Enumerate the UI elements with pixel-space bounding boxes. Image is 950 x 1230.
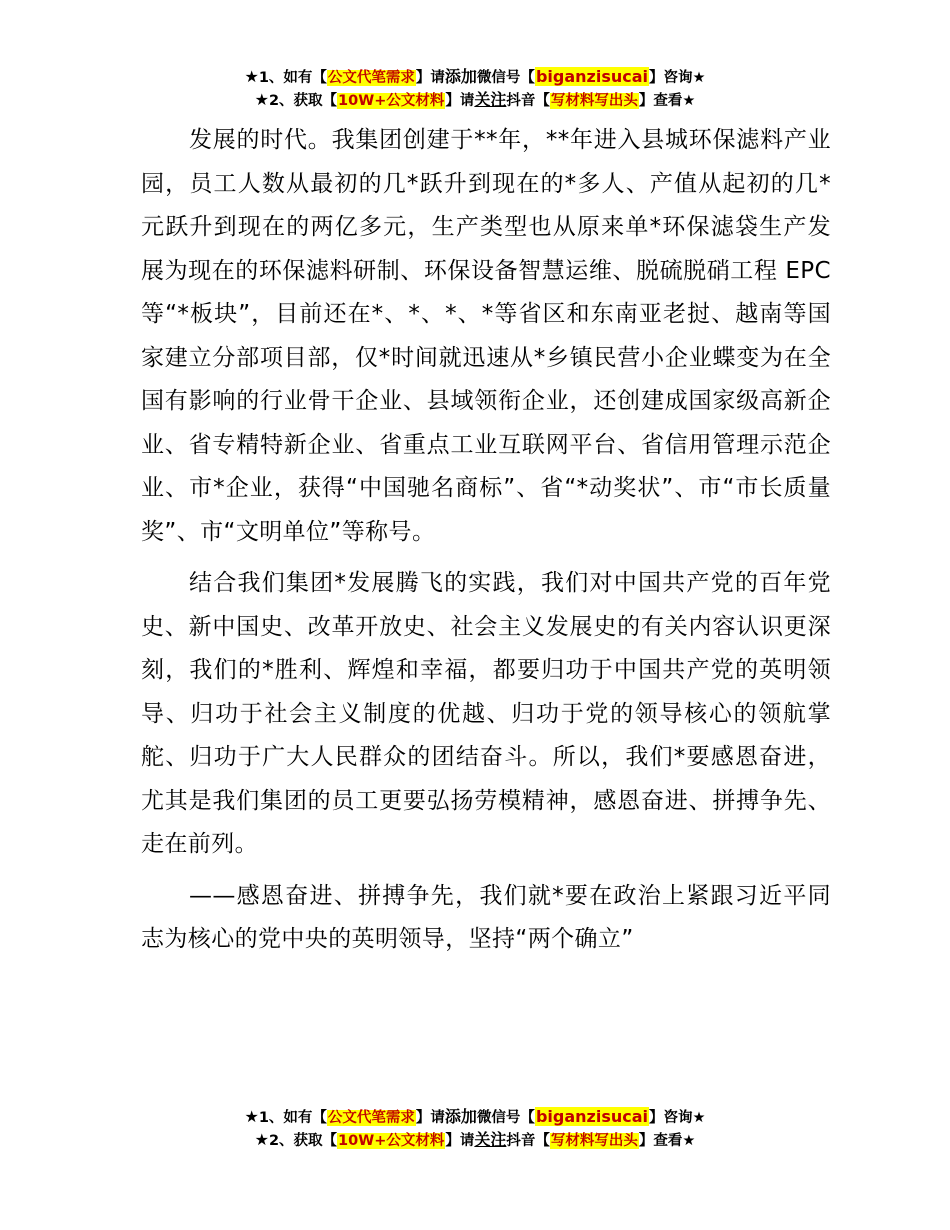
star-icon: ★ [244, 67, 259, 86]
banner-text: 】请 [445, 1133, 475, 1149]
document-body [141, 119, 831, 970]
footer-banner [0, 1106, 950, 1152]
highlight-materials: 10W+公文材料 [338, 93, 445, 109]
paragraph-3: ——感恩奋进、拼搏争先，我们就*要在政治上紧跟习近平同志为核心的党中央的英明领导，坚持“两个确立” [141, 882, 831, 952]
banner-text: 】查看★ [638, 1133, 696, 1149]
banner-text: 1、如有【 [258, 1110, 327, 1126]
header-banner [0, 66, 950, 112]
highlight-wechat-id: biganzisucai [535, 67, 648, 86]
banner-line-2 [0, 89, 950, 112]
banner-text: 微信号【 [476, 70, 535, 86]
banner-text: 抖音【 [506, 93, 550, 109]
highlight-materials: 10W+公文材料 [338, 1133, 445, 1149]
banner-text: 】咨询★ [649, 70, 706, 86]
banner-text: 】请 [415, 70, 445, 86]
highlight-service: 公文代笔需求 [327, 1110, 415, 1126]
highlight-douyin: 写材料写出头 [550, 1133, 638, 1149]
banner-text: 】查看★ [638, 93, 696, 109]
banner-emphasis: 添加 [444, 67, 477, 86]
star-icon: ★ [254, 1130, 269, 1149]
paragraph-1: 发展的时代。我集团创建于**年，**年进入县城环保滤料产业园，员工人数从最初的几*跃升到现在的*多人、产值从起初的几*元跃升到现在的两亿多元，生产类型也从原来单*环保滤袋生产发展为现在的环保滤料研制、环保设备智慧运维、脱硫脱硝工程 EPC 等“*板块”，目前还在*、*、*、*等省区和东南亚老挝、越南等国家建立分部项目部，仅*时间就迅速从*乡镇民营小企业蝶变为在全国有影响的行业骨干企业、县域领衔企业，还创建成国家级高新企业、省专精特新企业、省重点工业互联网平台、省信用管理示范企业、市*企业，获得“中国驰名商标”、省“*动奖状”、市“市长质量奖”、市“文明单位”等称号。 [141, 127, 831, 545]
banner-text: 1、如有【 [258, 70, 327, 86]
highlight-service: 公文代笔需求 [327, 70, 415, 86]
banner-emphasis: 添加 [444, 1107, 477, 1126]
banner-emphasis: 关注 [474, 1130, 507, 1149]
banner-text: 】请 [445, 93, 475, 109]
banner-text: 抖音【 [506, 1133, 550, 1149]
banner-text: 微信号【 [476, 1110, 535, 1126]
star-icon: ★ [244, 1107, 259, 1126]
banner-emphasis: 关注 [474, 90, 507, 109]
highlight-douyin: 写材料写出头 [550, 93, 638, 109]
banner-text: 2、获取【 [268, 93, 338, 109]
highlight-wechat-id: biganzisucai [535, 1107, 648, 1126]
banner-text: 2、获取【 [268, 1133, 338, 1149]
banner-line-1 [0, 66, 950, 89]
banner-text: 】请 [415, 1110, 445, 1126]
banner-line-2 [0, 1129, 950, 1152]
banner-line-1 [0, 1106, 950, 1129]
paragraph-2: 结合我们集团*发展腾飞的实践，我们对中国共产党的百年党史、新中国史、改革开放史、社会主义发展史的有关内容认识更深刻，我们的*胜利、辉煌和幸福，都要归功于中国共产党的英明领导、归功于社会主义制度的优越、归功于党的领导核心的领航掌舵、归功于广大人民群众的团结奋斗。所以，我们*要感恩奋进，尤其是我们集团的员工更要弘扬劳模精神，感恩奋进、拼搏争先、走在前列。 [141, 570, 831, 857]
banner-text: 】咨询★ [649, 1110, 706, 1126]
star-icon: ★ [254, 90, 269, 109]
